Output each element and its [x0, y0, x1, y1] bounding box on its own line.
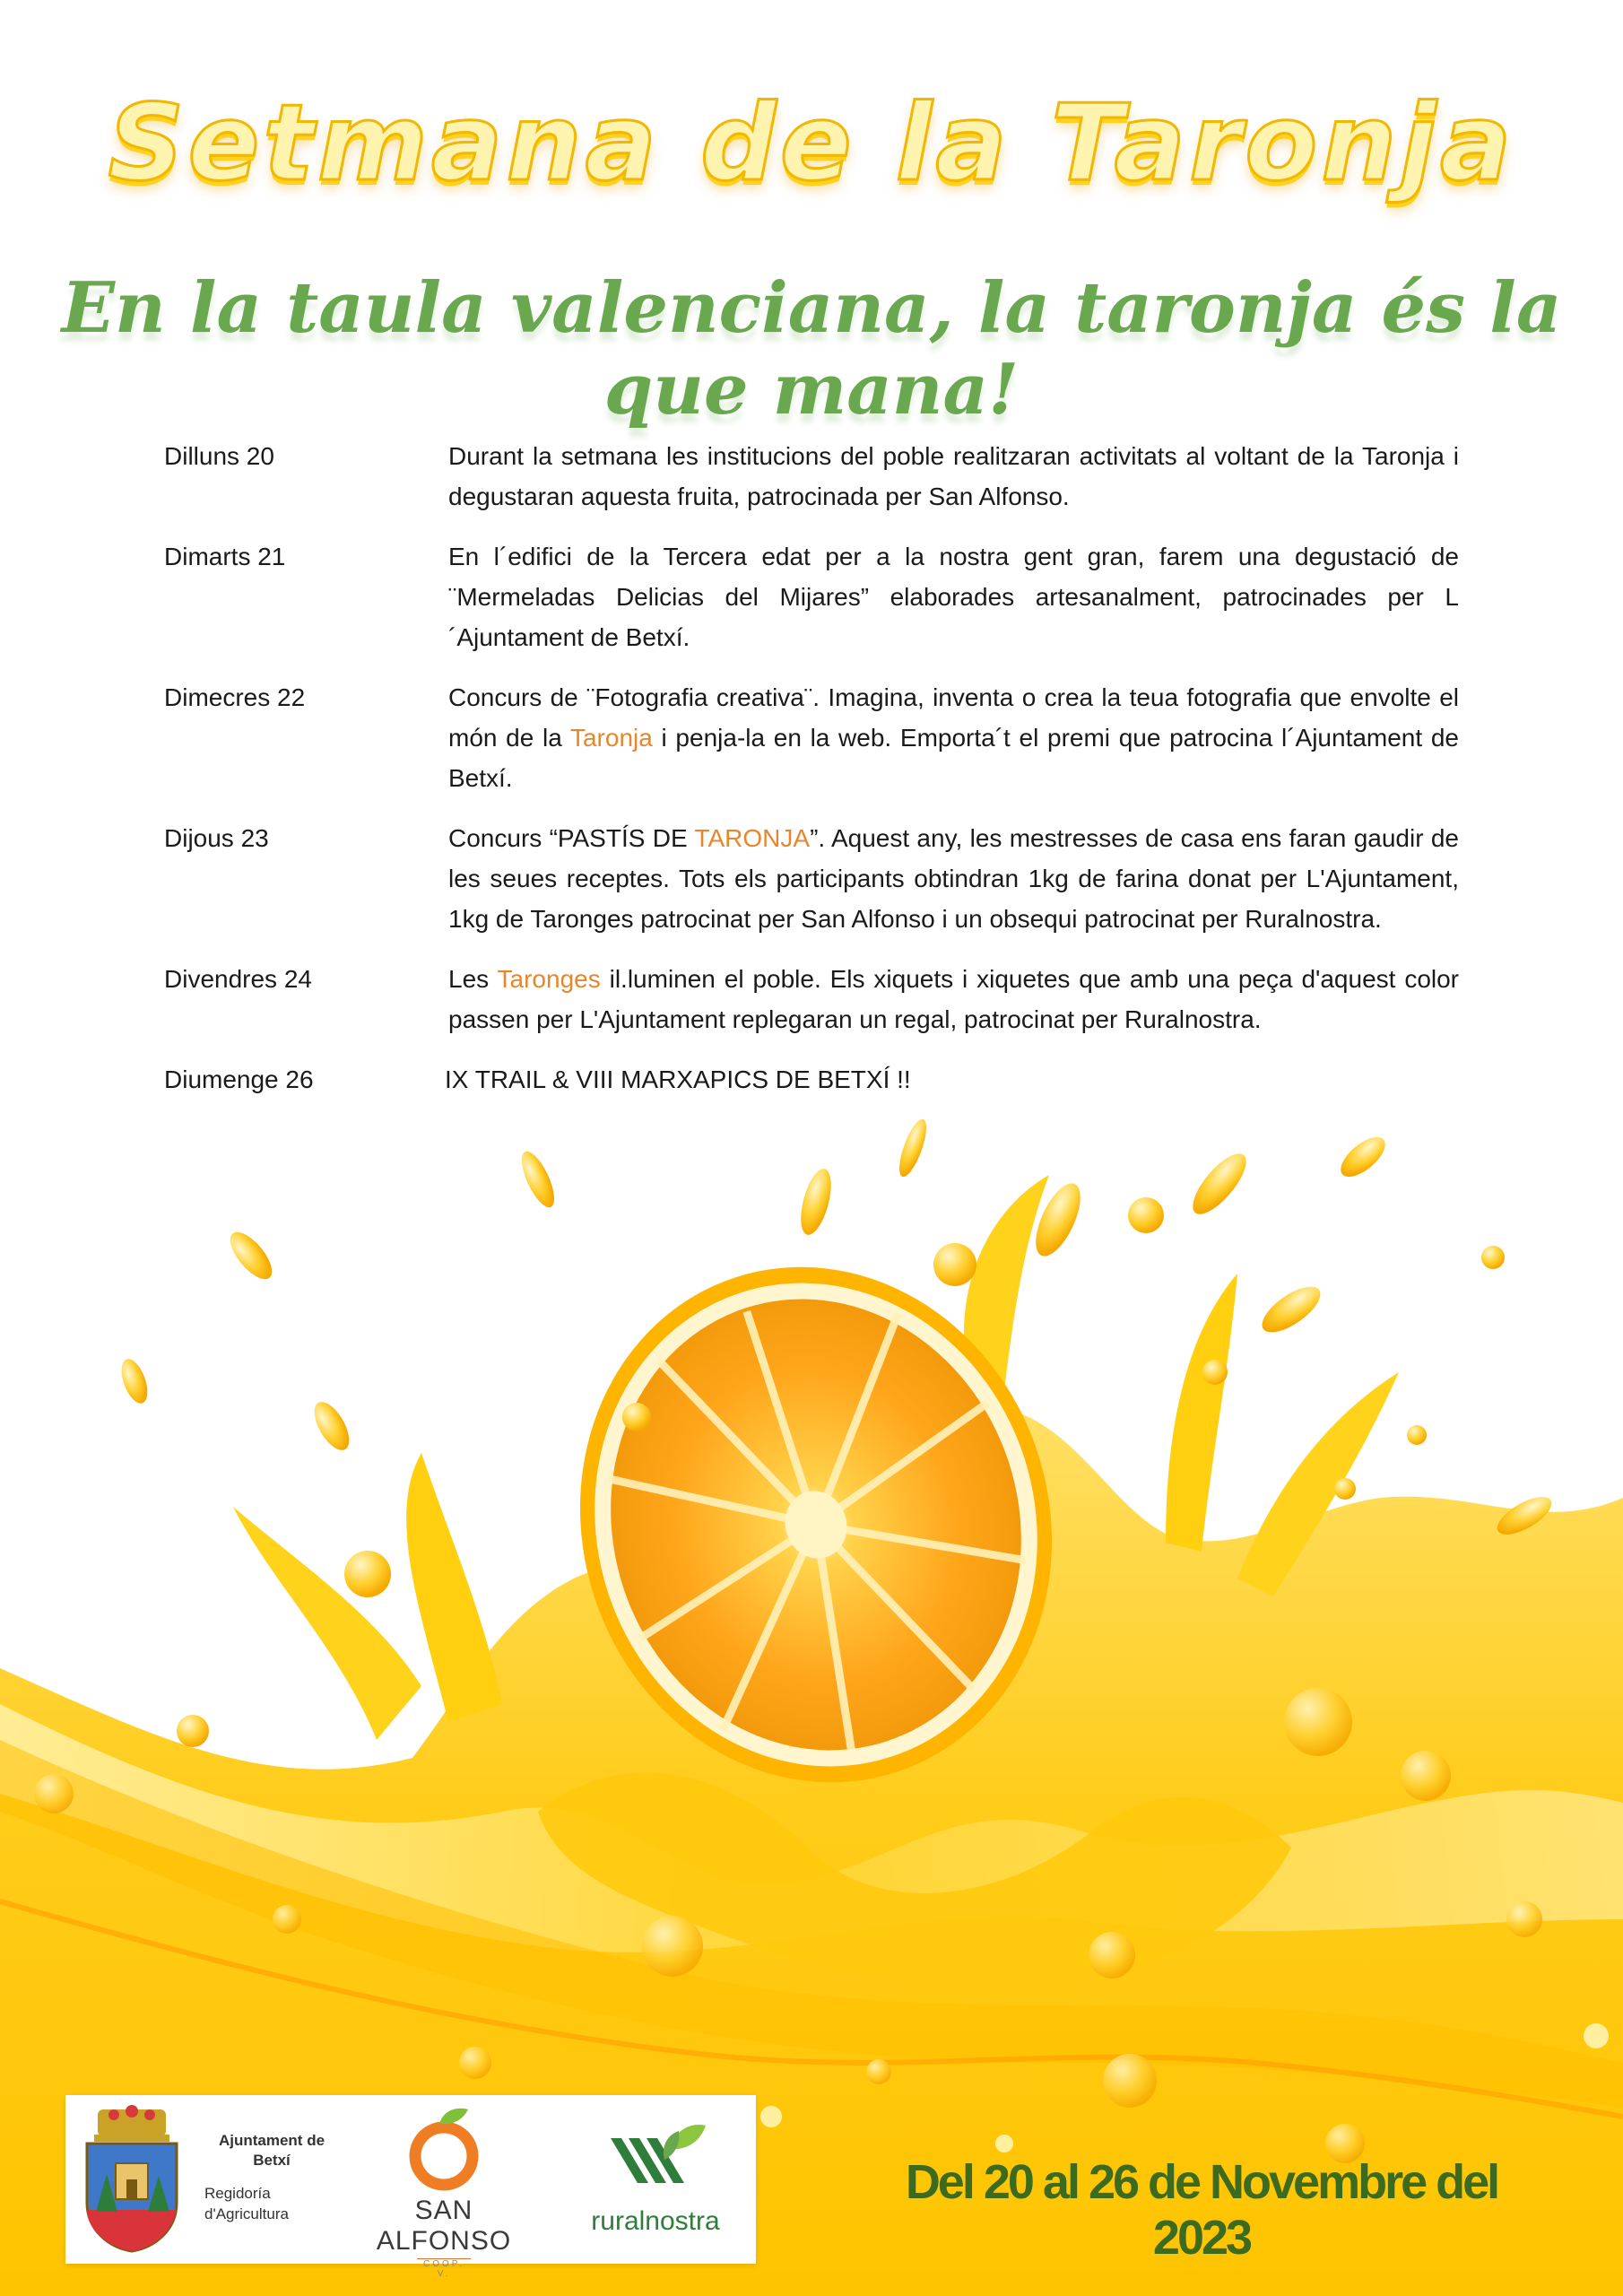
desc-text: i penja-la en la web. Emporta´t el premi que patrocina l´Ajuntament de Betxí. — [448, 724, 1459, 792]
highlight-word: TARONJA — [694, 824, 811, 852]
san-alfonso-sub: COOP. V. — [417, 2258, 471, 2279]
event-dates: Del 20 al 26 de Novembre del 2023 — [905, 2155, 1498, 2265]
splash-right-2 — [1166, 1274, 1237, 1552]
day-label: Dijous 23 — [164, 824, 269, 852]
ruralnostra-logo — [575, 2120, 736, 2237]
poster-slogan: En la taula valenciana, la taronja és la que mana! — [61, 267, 1562, 430]
day-label: Dimecres 22 — [164, 683, 306, 711]
schedule-row-tuesday — [164, 536, 1460, 657]
day-description: Durant la setmana les institucions del poble realitzaran activitats al voltant de la Taronja i degustaran aquesta fruita, patrocinada per San Alfonso. — [448, 442, 1459, 510]
schedule-list — [164, 436, 1460, 1119]
schedule-row-sunday — [164, 1059, 1460, 1100]
san-alfonso-ring-icon — [404, 2106, 484, 2192]
sponsor-logo-panel — [65, 2095, 756, 2279]
day-label: Dilluns 20 — [164, 442, 274, 470]
ajuntament-name: Ajuntament de Betxí — [218, 2132, 325, 2169]
day-label: Dimarts 21 — [164, 543, 286, 570]
regidoria-name: Regidoría d'Agricultura — [204, 2185, 289, 2222]
desc-text: Concurs “PASTÍS DE — [448, 824, 695, 852]
desc-text: Les — [448, 965, 498, 993]
highlight-word: Taronges — [497, 965, 601, 993]
schedule-row-friday — [164, 959, 1460, 1039]
schedule-row-wednesday — [164, 677, 1460, 798]
day-description: En l´edifici de la Tercera edat per a la nostra gent gran, farem una degustació de ¨Mermeladas Delicias del Mijares” elaborades artesanalment, patrocinades per L´Ajuntament de Betxí. — [448, 543, 1459, 651]
day-description — [448, 818, 1459, 939]
desc-text: Concurs de ¨Fotografia creativa¨. Imagina, inventa o crea la teua fotografia que envolte el món de la — [448, 683, 1459, 752]
day-label: Divendres 24 — [164, 965, 312, 993]
poster-title: Setmana de la Taronja — [108, 81, 1515, 204]
ruralnostra-leaf-icon — [602, 2120, 709, 2201]
ajuntament-text — [204, 2131, 339, 2224]
splash-left-2 — [406, 1453, 502, 1722]
ruralnostra-name: ruralnostra — [591, 2206, 720, 2236]
day-description — [448, 677, 1459, 798]
schedule-row-thursday — [164, 818, 1460, 939]
splash-left — [233, 1507, 421, 1740]
desc-text: ”. Aquest any, les mestresses de casa ens faran gaudir de les seues receptes. Tots els participants obtindran 1kg de farina donat per L'Ajuntament, 1kg de Taronges patrocinat per San Alfonso i un obsequi patrocinat per Ruralnostra. — [448, 824, 1459, 933]
day-label: Diumenge 26 — [164, 1065, 314, 1093]
schedule-row-monday — [164, 436, 1460, 517]
betxi-coat-of-arms-icon — [78, 2104, 186, 2257]
day-description: IX TRAIL & VIII MARXAPICS DE BETXÍ !! — [445, 1065, 911, 1093]
day-description — [448, 959, 1459, 1039]
desc-text: il.luminen el poble. Els xiquets i xiquetes que amb una peça d'aquest color passen per L'Ajuntament replegaran un regal, patrocinat per Ruralnostra. — [448, 965, 1460, 1033]
san-alfonso-logo — [354, 2106, 534, 2279]
highlight-word: Taronja — [569, 724, 653, 752]
san-alfonso-name: SAN ALFONSO — [376, 2196, 512, 2256]
